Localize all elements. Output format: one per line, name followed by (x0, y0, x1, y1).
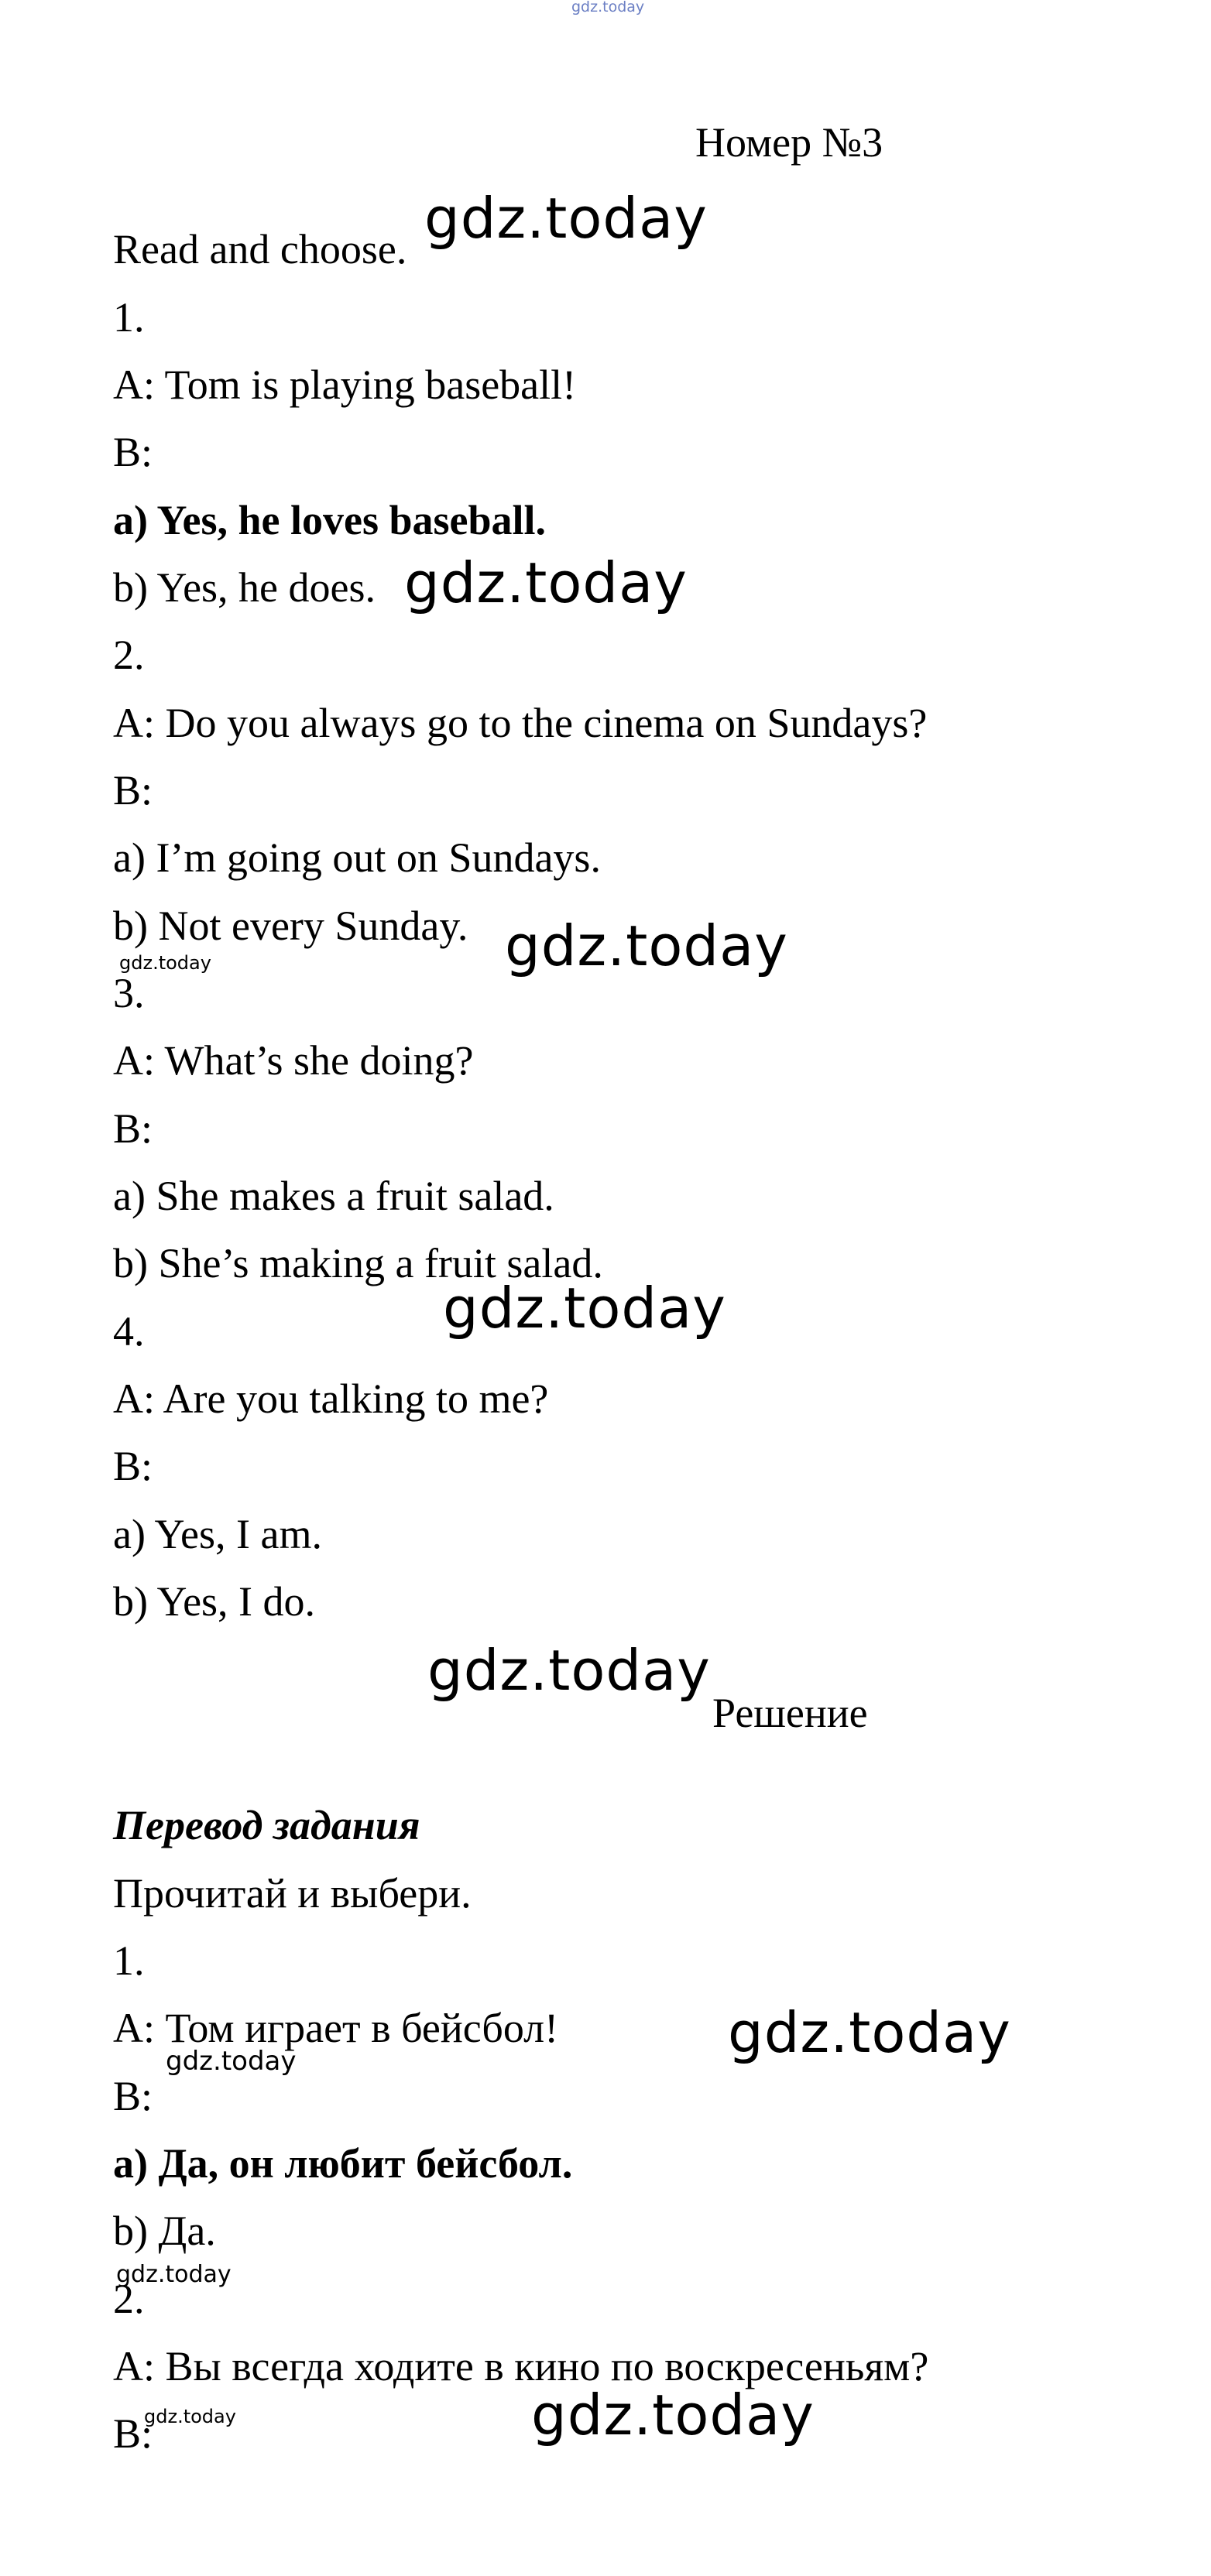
item-2-option-a: a) I’m going out on Sundays. (113, 834, 601, 881)
item-2-option-b: b) Not every Sunday. (113, 903, 468, 949)
watermark-small: gdz.today (166, 2046, 297, 2077)
translation-item-1-question: A: Том играет в бейсбол! (113, 2005, 559, 2051)
watermark-big: gdz.today (404, 550, 688, 615)
watermark-big: gdz.today (427, 1638, 711, 1703)
item-4-option-a: a) Yes, I am. (113, 1511, 322, 1557)
translation-item-1-number: 1. (113, 1937, 145, 1984)
item-2-question: A: Do you always go to the cinema on Sundays? (113, 700, 928, 746)
watermark-big: gdz.today (424, 186, 708, 251)
translation-heading: Перевод задания (113, 1802, 420, 1848)
solution-title: Решение (712, 1690, 868, 1736)
exercise-number-title: Номер №3 (695, 119, 883, 166)
item-1-option-a: a) Yes, he loves baseball. (113, 497, 547, 543)
watermark-small: gdz.today (116, 2261, 232, 2288)
item-4-option-b: b) Yes, I do. (113, 1578, 316, 1625)
item-1-speaker-b: B: (113, 429, 153, 475)
watermark-small: gdz.today (119, 952, 211, 974)
translation-item-2-speaker-b: B: (113, 2410, 153, 2457)
watermark-big: gdz.today (443, 1276, 726, 1341)
translation-item-2-number: 2. (113, 2276, 145, 2322)
item-3-question: A: What’s she doing? (113, 1037, 474, 1084)
item-1-number: 1. (113, 294, 145, 341)
translation-item-1-option-a: a) Да, он любит бейсбол. (113, 2140, 573, 2187)
item-2-speaker-b: B: (113, 767, 153, 814)
item-4-number: 4. (113, 1308, 145, 1355)
item-3-option-b: b) She’s making a fruit salad. (113, 1240, 603, 1286)
item-2-number: 2. (113, 632, 145, 678)
watermark-big: gdz.today (505, 913, 788, 978)
item-3-option-a: a) She makes a fruit salad. (113, 1173, 554, 1219)
item-1-question: A: Tom is playing baseball! (113, 361, 577, 408)
watermark-big: gdz.today (728, 2000, 1011, 2065)
watermark-top: gdz.today (571, 0, 645, 15)
item-4-speaker-b: B: (113, 1443, 153, 1489)
translation-instruction: Прочитай и выбери. (113, 1870, 472, 1917)
translation-item-2-question: A: Вы всегда ходите в кино по воскресеньям? (113, 2343, 929, 2389)
translation-item-1-speaker-b: B: (113, 2073, 153, 2119)
translation-item-1-option-b: b) Да. (113, 2208, 216, 2254)
watermark-small: gdz.today (144, 2406, 236, 2427)
item-3-speaker-b: B: (113, 1105, 153, 1152)
watermark-big: gdz.today (531, 2382, 815, 2448)
exercise-instruction: Read and choose. (113, 226, 407, 272)
item-1-option-b: b) Yes, he does. (113, 564, 376, 611)
item-3-number: 3. (113, 970, 145, 1016)
item-4-question: A: Are you talking to me? (113, 1375, 549, 1422)
